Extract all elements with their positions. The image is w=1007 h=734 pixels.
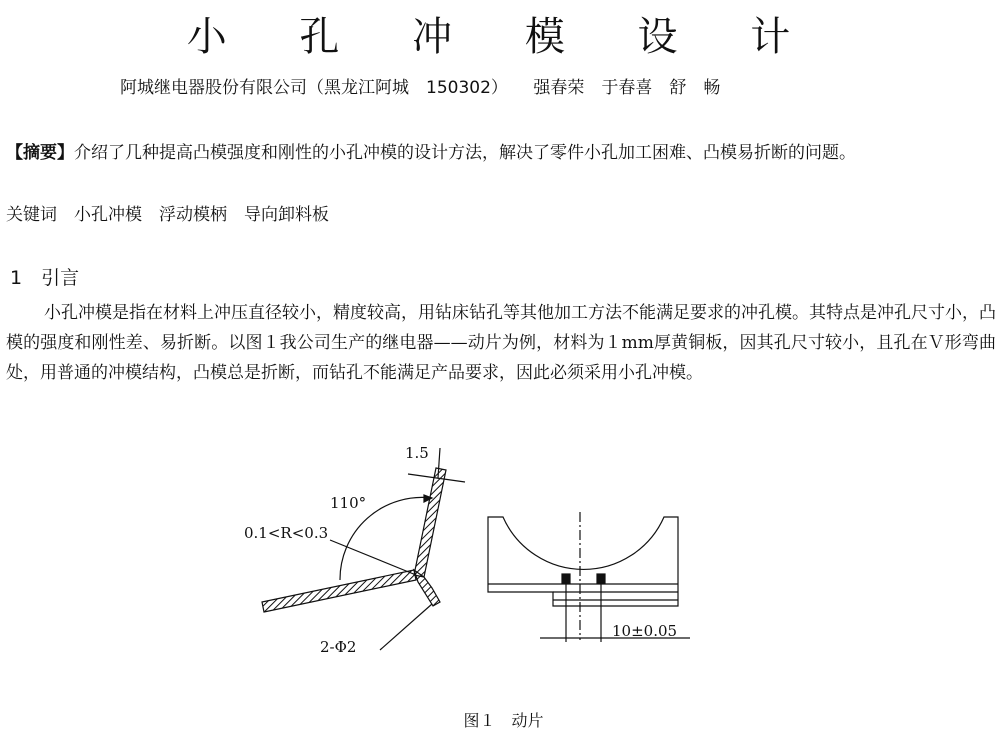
author-affiliation: 阿城继电器股份有限公司（黑龙江阿城 150302） 强春荣 于春喜 舒 畅 — [120, 78, 721, 98]
keyword-item: 浮动模柄 — [159, 205, 227, 225]
keywords-line — [6, 202, 329, 228]
part-drawing — [0, 430, 1007, 700]
angle-label: 110° — [330, 494, 367, 512]
paper-title: 小 孔 冲 模 设 计 — [186, 14, 821, 60]
figure-caption — [0, 708, 1007, 731]
abstract-text: 介绍了几种提高凸模强度和刚性的小孔冲模的设计方法，解决了零件小孔加工困难、凸模易折断的问题。 — [74, 143, 856, 163]
figure-title: 动片 — [511, 711, 544, 730]
v-bend-view — [262, 448, 465, 650]
section-title: 引言 — [41, 267, 80, 289]
section-number: 1 — [10, 267, 23, 289]
thickness-label: 1.5 — [405, 444, 429, 462]
section-heading — [10, 264, 79, 292]
keyword-item: 导向卸料板 — [244, 205, 329, 225]
holes-label: 2-Φ2 — [320, 638, 357, 656]
right-arm — [414, 468, 446, 577]
section-paragraph: 小孔冲模是指在材料上冲压直径较小，精度较高，用钻床钻孔等其他加工方法不能满足要求的冲孔模。其特点是冲孔尺寸小，凸模的强度和刚性差、易折断。以图１我公司生产的继电器——动片为例，材料为１mm厚黄铜板，因其孔尺寸较小，且孔在Ｖ形弯曲处，用普通的冲模结构，凸模总是折断，而钻孔不能满足产品要求，因此必须采用小孔冲模。 — [6, 303, 996, 383]
keyword-item: 小孔冲模 — [74, 205, 142, 225]
abstract-label: 【摘要】 — [6, 143, 74, 163]
bend-tip — [414, 570, 440, 606]
abstract — [6, 138, 996, 168]
radius-label: 0.1<R<0.3 — [244, 524, 329, 542]
figure-number: 图１ — [463, 711, 496, 730]
spacing-label: 10±0.05 — [612, 622, 678, 640]
left-arm — [262, 570, 416, 612]
keywords-label: 关键词 — [6, 205, 57, 225]
